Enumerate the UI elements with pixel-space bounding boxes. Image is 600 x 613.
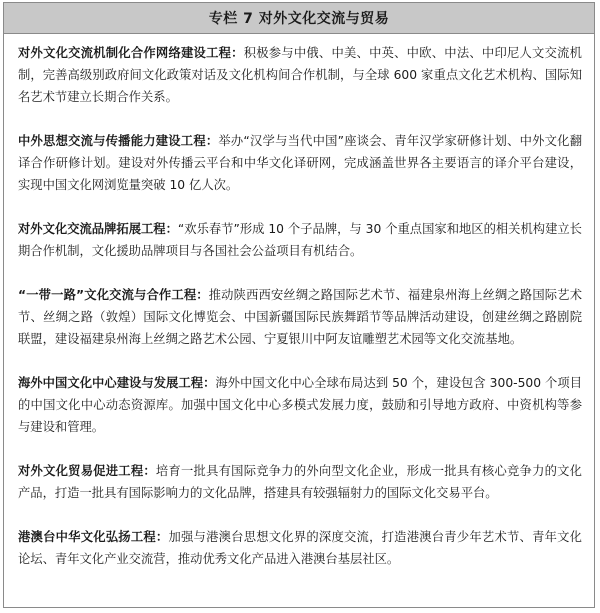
feature-box [3,2,595,608]
box-title: 专栏 7 对外文化交流与贸易 [4,3,594,34]
section-body: 加强与港澳台思想文化界的深度交流，打造港澳台青少年艺术节、青年文化论坛、青年文化产业交流营，推动优秀文化产品进入港澳台基层社区。 [18,530,582,566]
section-heading: 对外文化交流机制化合作网络建设工程： [18,46,244,60]
section-belt-and-road [18,284,582,350]
section-body: “欢乐春节”形成 10 个子品牌，与 30 个重点国家和地区的相关机构建立长期合作机制，文化援助品牌项目与各国社会公益项目有机结合。 [18,222,582,258]
section-brand-expansion [18,218,582,262]
section-body: 举办“汉学与当代中国”座谈会、青年汉学家研修计划、中外文化翻译合作研修计划。建设对外传播云平台和中华文化译研网，完成涵盖世界各主要语言的译介平台建设，实现中国文化网浏览量突破 10 亿人次。 [18,134,582,192]
box-content [4,34,594,570]
section-hk-macao-taiwan [18,526,582,570]
section-body: 海外中国文化中心全球布局达到 50 个，建设包含 300-500 个项目的中国文化中心动态资源库。加强中国文化中心多模式发展力度，鼓励和引导地方政府、中资机构等参与建设和管理。 [18,376,582,434]
section-heading: 海外中国文化中心建设与发展工程： [18,376,216,390]
section-thought-exchange [18,130,582,196]
section-body: 积极参与中俄、中美、中英、中欧、中法、中印尼人文交流机制，完善高级别政府间文化政策对话及文化机构间合作机制，与全球 600 家重点文化艺术机构、国际知名艺术节建立长期合作关系。 [18,46,582,104]
section-cultural-exchange-mechanism [18,42,582,108]
section-heading: “一带一路”文化交流与合作工程： [18,288,209,302]
section-trade-promotion [18,460,582,504]
section-heading: 中外思想交流与传播能力建设工程： [18,134,219,148]
section-overseas-centers [18,372,582,438]
section-heading: 港澳台中华文化弘扬工程： [18,530,169,544]
section-body: 培育一批具有国际竞争力的外向型文化企业，形成一批具有核心竞争力的文化产品，打造一批具有国际影响力的文化品牌，搭建具有较强辐射力的国际文化交易平台。 [18,464,582,500]
section-body: 推动陕西西安丝绸之路国际艺术节、福建泉州海上丝绸之路国际艺术节、丝绸之路（敦煌）国际文化博览会、中国新疆国际民族舞蹈节等品牌活动建设，创建丝绸之路剧院联盟，建设福建泉州海上丝绸之路艺术公园、宁夏银川中阿友谊雕塑艺术园等文化交流基地。 [18,288,582,346]
section-heading: 对外文化贸易促进工程： [18,464,156,478]
section-heading: 对外文化交流品牌拓展工程： [18,222,178,236]
